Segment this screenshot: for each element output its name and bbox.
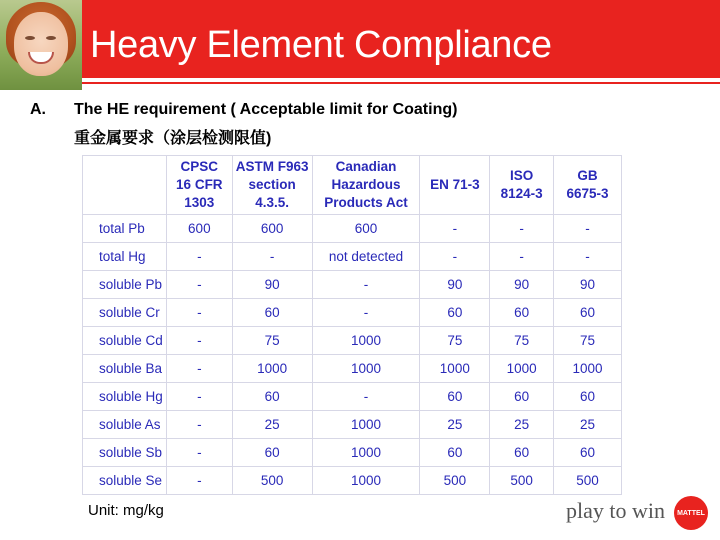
row-label: soluble Hg: [83, 383, 167, 411]
table-cell: -: [166, 355, 232, 383]
table-cell: 500: [554, 467, 622, 495]
table-cell: 60: [490, 383, 554, 411]
table-cell: -: [490, 243, 554, 271]
row-label: soluble As: [83, 411, 167, 439]
table-cell: 500: [490, 467, 554, 495]
table-cell: 1000: [312, 439, 420, 467]
table-cell: -: [166, 439, 232, 467]
table-cell: 60: [420, 439, 490, 467]
row-label: soluble Ba: [83, 355, 167, 383]
header: [0, 0, 720, 88]
logo-text: play to win: [566, 498, 665, 523]
table-cell: 25: [490, 411, 554, 439]
table-cell: 90: [420, 271, 490, 299]
table-cell: 500: [232, 467, 312, 495]
column-header-gb: GB 6675-3: [554, 156, 622, 215]
table-cell: -: [554, 243, 622, 271]
table-cell: 75: [232, 327, 312, 355]
column-header-cpsc: CPSC 16 CFR 1303: [166, 156, 232, 215]
row-label: total Pb: [83, 215, 167, 243]
section-bullet: A.: [30, 101, 46, 118]
table-cell: -: [312, 299, 420, 327]
table-cell: 75: [490, 327, 554, 355]
mattel-badge-icon: MATTEL: [674, 496, 708, 530]
table-cell: 60: [554, 299, 622, 327]
table-corner: [83, 156, 167, 215]
brand-logo: [566, 494, 716, 534]
row-label: soluble Cd: [83, 327, 167, 355]
table-row: [83, 439, 622, 467]
table-cell: 60: [490, 439, 554, 467]
table-row: [83, 411, 622, 439]
table-cell: 600: [312, 215, 420, 243]
table-cell: 60: [490, 299, 554, 327]
table-cell: -: [312, 271, 420, 299]
table-row: [83, 299, 622, 327]
table-cell: not detected: [312, 243, 420, 271]
table-row: [83, 327, 622, 355]
table-row: [83, 467, 622, 495]
column-header-iso: ISO 8124-3: [490, 156, 554, 215]
table-cell: -: [490, 215, 554, 243]
table-cell: -: [166, 411, 232, 439]
requirement-heading: The HE requirement ( Acceptable limit for Coating): [74, 101, 458, 118]
table-cell: 60: [420, 299, 490, 327]
table-cell: 90: [554, 271, 622, 299]
table-row: [83, 271, 622, 299]
table-cell: 60: [232, 299, 312, 327]
row-label: soluble Se: [83, 467, 167, 495]
table-cell: 25: [232, 411, 312, 439]
table-cell: 1000: [312, 467, 420, 495]
compliance-table: [82, 155, 622, 495]
table-cell: -: [166, 299, 232, 327]
table-cell: 60: [232, 439, 312, 467]
table-cell: 60: [232, 383, 312, 411]
table-cell: 600: [166, 215, 232, 243]
table-cell: -: [166, 383, 232, 411]
table-cell: -: [166, 243, 232, 271]
table-cell: 1000: [232, 355, 312, 383]
table-cell: 600: [232, 215, 312, 243]
table-cell: 90: [490, 271, 554, 299]
table-cell: 60: [554, 439, 622, 467]
divider: [82, 82, 720, 84]
table-cell: -: [232, 243, 312, 271]
table-cell: -: [420, 243, 490, 271]
table-cell: -: [420, 215, 490, 243]
column-header-en71: EN 71-3: [420, 156, 490, 215]
table-cell: -: [554, 215, 622, 243]
table-cell: 25: [554, 411, 622, 439]
table-cell: -: [166, 327, 232, 355]
table-cell: -: [166, 271, 232, 299]
column-header-astm: ASTM F963 section 4.3.5.: [232, 156, 312, 215]
unit-note: Unit: mg/kg: [88, 502, 164, 519]
row-label: soluble Sb: [83, 439, 167, 467]
table-cell: 75: [420, 327, 490, 355]
table-cell: 1000: [554, 355, 622, 383]
table-cell: 500: [420, 467, 490, 495]
table-cell: 60: [554, 383, 622, 411]
child-photo: [0, 0, 82, 90]
table-cell: -: [166, 467, 232, 495]
row-label: soluble Cr: [83, 299, 167, 327]
table-row: [83, 243, 622, 271]
table-cell: 90: [232, 271, 312, 299]
table-row: [83, 355, 622, 383]
table-cell: 1000: [490, 355, 554, 383]
requirement-heading-chinese: 重金属要求（涂层检测限值): [74, 130, 272, 147]
table-cell: 1000: [312, 411, 420, 439]
table-row: [83, 383, 622, 411]
column-header-canadian: Canadian Hazardous Products Act: [312, 156, 420, 215]
page-title: Heavy Element Compliance: [90, 24, 552, 66]
table-cell: 75: [554, 327, 622, 355]
table-cell: 25: [420, 411, 490, 439]
row-label: soluble Pb: [83, 271, 167, 299]
table-cell: 1000: [312, 327, 420, 355]
row-label: total Hg: [83, 243, 167, 271]
table-header-row: [83, 156, 622, 215]
table-cell: 1000: [420, 355, 490, 383]
table-cell: 1000: [312, 355, 420, 383]
table-cell: -: [312, 383, 420, 411]
table-cell: 60: [420, 383, 490, 411]
table-row: [83, 215, 622, 243]
